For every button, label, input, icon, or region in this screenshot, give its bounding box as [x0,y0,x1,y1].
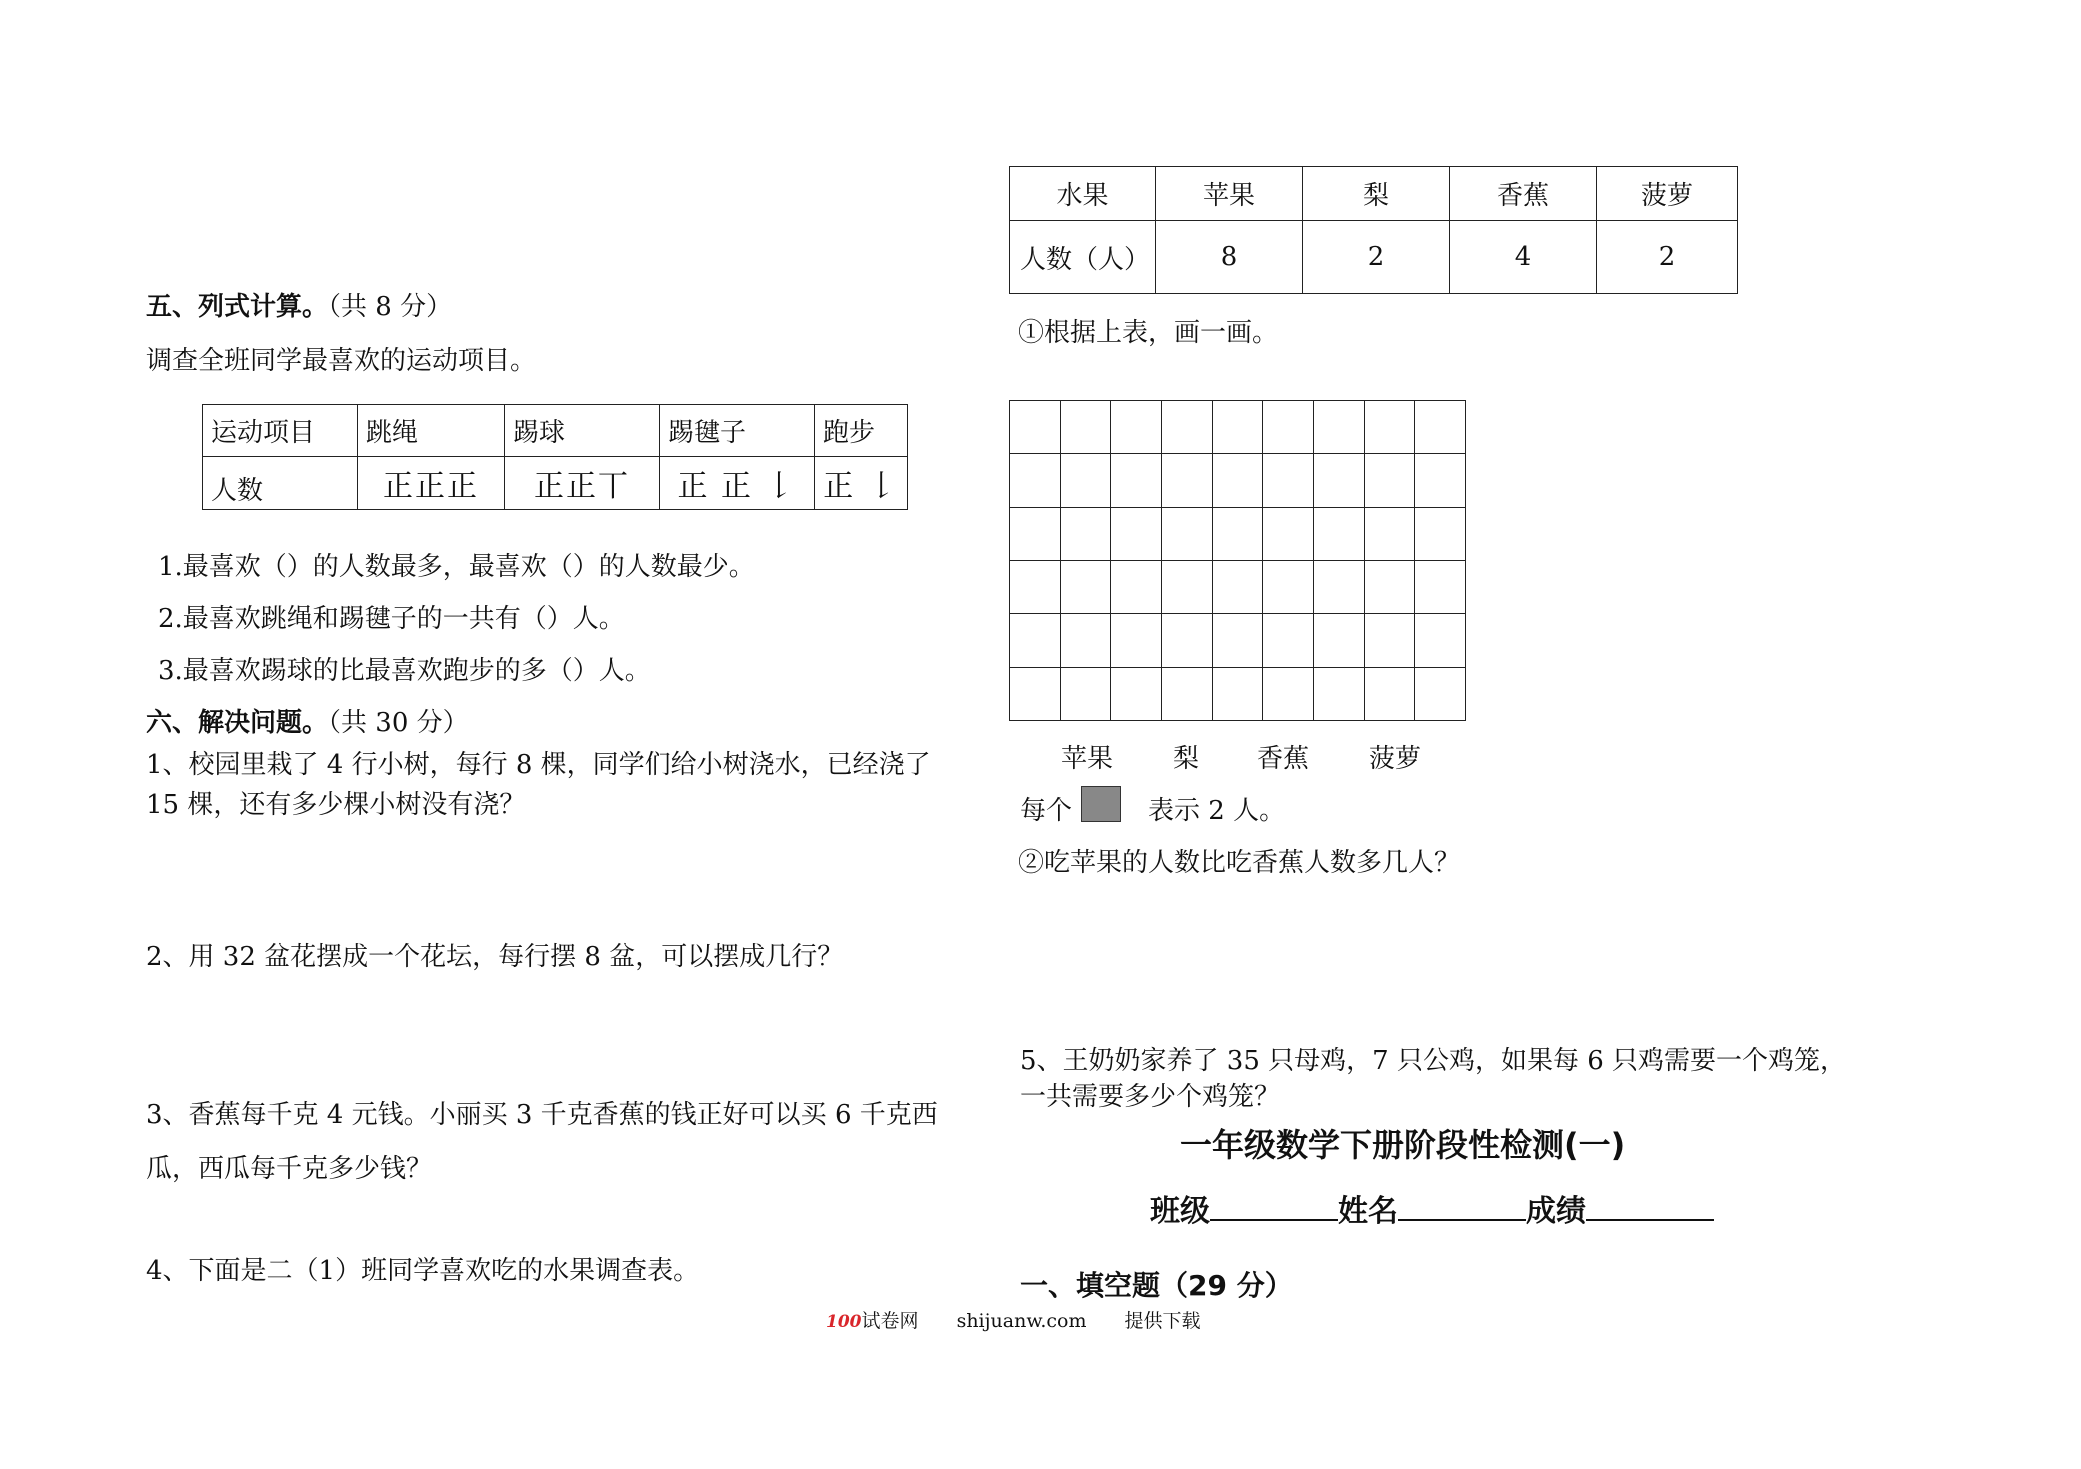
section5-question-2: 2.最喜欢跳绳和踢毽子的一共有（）人。 [158,604,625,634]
sports-item-name: 踢球 [505,405,660,457]
grid-cell[interactable] [1415,508,1466,561]
grid-cell[interactable] [1415,454,1466,507]
problem-5-line2: 一共需要多少个鸡笼？ [1020,1082,1281,1112]
grid-cell[interactable] [1263,614,1314,667]
grid-cell[interactable] [1061,508,1112,561]
class-label: 班级 [1150,1194,1210,1229]
fruit-count: 2 [1597,221,1738,294]
grid-cell[interactable] [1213,454,1264,507]
grid-label: 苹果 [1061,744,1114,774]
grid-cell[interactable] [1314,614,1365,667]
grid-cell[interactable] [1365,668,1416,721]
section6-title: 六、解决问题。 [146,708,329,738]
grid-cell[interactable] [1162,401,1213,454]
site-url[interactable]: shijuanw.com [956,1310,1087,1332]
grid-cell[interactable] [1111,561,1162,614]
grid-cell[interactable] [1213,561,1264,614]
grid-cell[interactable] [1415,401,1466,454]
name-label: 姓名 [1338,1194,1398,1229]
fruit-row-label: 人数（人） [1010,221,1156,294]
fruit-name: 梨 [1303,167,1450,221]
problem-3-line2: 瓜，西瓜每千克多少钱？ [146,1154,433,1184]
draw-instruction: ①根据上表，画一画。 [1018,318,1279,348]
grid-cell[interactable] [1010,614,1061,667]
grid-cell[interactable] [1263,561,1314,614]
tally-mark: 正正正 [358,457,505,510]
section5-question-1: 1.最喜欢（）的人数最多，最喜欢（）的人数最少。 [158,552,755,582]
grid-cell[interactable] [1314,454,1365,507]
grid-cell[interactable] [1415,668,1466,721]
grid-cell[interactable] [1111,614,1162,667]
fruit-name: 苹果 [1156,167,1303,221]
problem-5-line1: 5、王奶奶家养了 35 只母鸡，7 只公鸡，如果每 6 只鸡需要一个鸡笼， [1020,1046,1847,1076]
site-name: 试卷网 [861,1310,919,1332]
fruit-count: 8 [1156,221,1303,294]
site-logo: 100 [826,1312,862,1332]
section1-title: 一、填空题（29 分） [1020,1269,1293,1302]
grid-cell[interactable] [1162,668,1213,721]
grid-cell[interactable] [1010,454,1061,507]
fruit-name: 菠萝 [1597,167,1738,221]
section5-heading [146,286,452,323]
grid-cell[interactable] [1365,508,1416,561]
grid-cell[interactable] [1010,668,1061,721]
grid-cell[interactable] [1314,508,1365,561]
fruit-name: 香蕉 [1450,167,1597,221]
problem-1-line2: 15 棵，还有多少棵小树没有浇？ [146,790,526,820]
grid-label: 香蕉 [1257,744,1310,774]
grid-cell[interactable] [1365,454,1416,507]
sports-row-label: 人数 [203,457,358,510]
exam-title: 一年级数学下册阶段性检测(一) [1180,1126,1626,1164]
grid-cell[interactable] [1263,401,1314,454]
grid-cell[interactable] [1061,614,1112,667]
grid-cell[interactable] [1162,561,1213,614]
grid-cell[interactable] [1365,401,1416,454]
problem-3-line1: 3、香蕉每千克 4 元钱。小丽买 3 千克香蕉的钱正好可以买 6 千克西 [146,1100,938,1130]
grid-cell[interactable] [1314,401,1365,454]
grid-cell[interactable] [1061,668,1112,721]
grid-cell[interactable] [1010,508,1061,561]
sports-item-name: 跳绳 [358,405,505,457]
name-field[interactable] [1398,1193,1526,1221]
fruit-header-label: 水果 [1010,167,1156,221]
grid-cell[interactable] [1162,454,1213,507]
grid-cell[interactable] [1213,668,1264,721]
grid-cell[interactable] [1213,508,1264,561]
grid-cell[interactable] [1010,561,1061,614]
grid-cell[interactable] [1010,401,1061,454]
section5-intro: 调查全班同学最喜欢的运动项目。 [146,346,537,376]
grid-cell[interactable] [1061,454,1112,507]
section6-score: （共 30 分） [328,708,469,738]
grid-cell[interactable] [1213,401,1264,454]
grid-cell[interactable] [1162,508,1213,561]
grid-cell[interactable] [1111,454,1162,507]
fruit-count: 2 [1303,221,1450,294]
grid-cell[interactable] [1365,561,1416,614]
tally-mark: 正正丅 [505,457,660,510]
legend-suffix: 表示 2 人。 [1148,796,1286,826]
grid-cell[interactable] [1263,668,1314,721]
section6-heading [146,702,469,739]
problem-1-line1: 1、校园里栽了 4 行小树，每行 8 棵，同学们给小树浇水，已经浇了 [146,750,931,780]
drawing-grid[interactable] [1009,400,1466,721]
grid-cell[interactable] [1213,614,1264,667]
sports-header-label: 运动项目 [203,405,358,457]
footer [826,1306,1201,1333]
legend-prefix: 每个 [1020,796,1073,826]
tally-mark: 正 正 𠄌 [660,457,815,510]
fruit-count: 4 [1450,221,1597,294]
score-label: 成绩 [1526,1194,1586,1229]
grid-cell[interactable] [1263,508,1314,561]
grid-label: 梨 [1173,744,1200,774]
section5-score: （共 8 分） [328,292,453,322]
grid-cell[interactable] [1162,614,1213,667]
fruit-table [1009,166,1738,294]
grid-cell[interactable] [1365,614,1416,667]
tally-mark: 正 𠄌 [815,457,908,510]
grid-cell[interactable] [1263,454,1314,507]
problem-4: 4、下面是二（1）班同学喜欢吃的水果调查表。 [146,1256,700,1286]
compare-question: ②吃苹果的人数比吃香蕉人数多几人？ [1018,848,1461,878]
grid-cell[interactable] [1314,561,1365,614]
grid-cell[interactable] [1415,614,1466,667]
class-field[interactable] [1210,1193,1338,1221]
grid-cell[interactable] [1111,668,1162,721]
grid-cell[interactable] [1061,561,1112,614]
section5-question-3: 3.最喜欢踢球的比最喜欢跑步的多（）人。 [158,656,651,686]
sports-table [202,404,908,510]
grid-cell[interactable] [1415,561,1466,614]
student-info-line [1150,1186,1714,1230]
sports-item-name: 踢毽子 [660,405,815,457]
grid-cell[interactable] [1111,508,1162,561]
grid-cell[interactable] [1314,668,1365,721]
grid-cell[interactable] [1111,401,1162,454]
grid-label: 菠萝 [1369,744,1422,774]
footer-note: 提供下载 [1124,1310,1201,1332]
sports-item-name: 跑步 [815,405,908,457]
legend-square-icon [1081,786,1121,822]
score-field[interactable] [1586,1193,1714,1221]
section5-title: 五、列式计算。 [146,292,329,322]
problem-2: 2、用 32 盆花摆成一个花坛，每行摆 8 盆，可以摆成几行？ [146,942,844,972]
grid-cell[interactable] [1061,401,1112,454]
